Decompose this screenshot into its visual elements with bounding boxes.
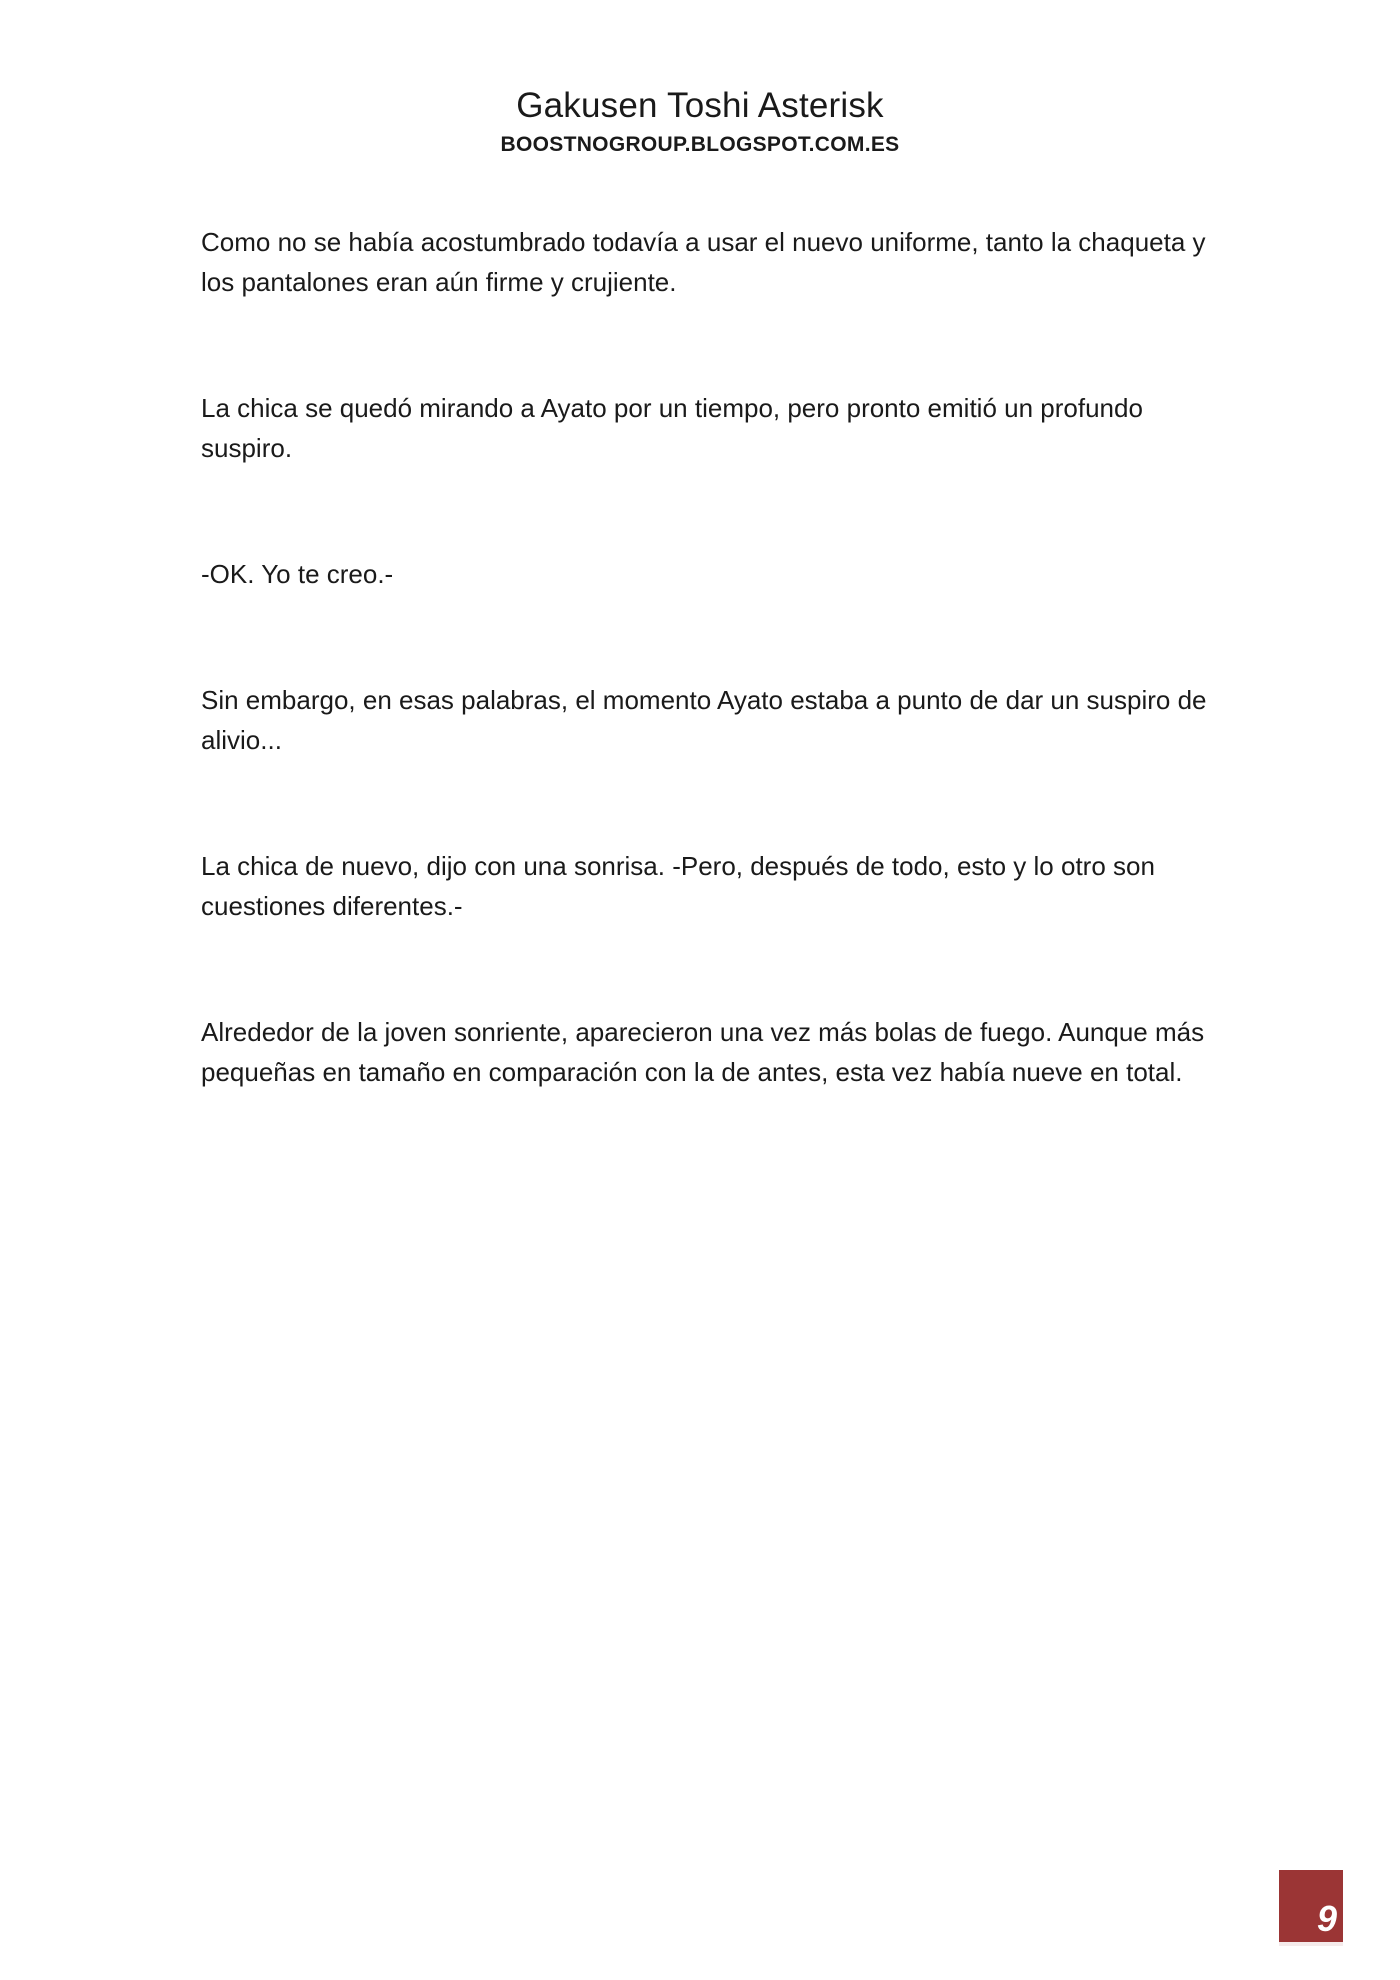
- body-text: [201, 222, 1211, 1092]
- document-title: Gakusen Toshi Asterisk: [516, 86, 884, 125]
- page-number: 9: [1316, 1898, 1337, 1939]
- paragraph: La chica se quedó mirando a Ayato por un tiempo, pero pronto emitió un profundo suspiro.: [201, 393, 1143, 463]
- paragraph: Sin embargo, en esas palabras, el momento Ayato estaba a punto de dar un suspiro de alivio...: [201, 685, 1207, 755]
- site-url: BOOSTNOGROUP.BLOGSPOT.COM.ES: [500, 133, 900, 156]
- paragraph: Alrededor de la joven sonriente, aparecieron una vez más bolas de fuego. Aunque más pequeñas en tamaño en comparación con la de antes, esta vez había nueve en total.: [201, 1017, 1205, 1087]
- page-number-badge: [1279, 1870, 1343, 1946]
- page-header: [0, 84, 1400, 160]
- paragraph: La chica de nuevo, dijo con una sonrisa. -Pero, después de todo, esto y lo otro son cuestiones diferentes.-: [201, 851, 1155, 921]
- paragraph: Como no se había acostumbrado todavía a usar el nuevo uniforme, tanto la chaqueta y los pantalones eran aún firme y crujiente.: [201, 227, 1206, 297]
- paragraph: -OK. Yo te creo.-: [201, 559, 394, 589]
